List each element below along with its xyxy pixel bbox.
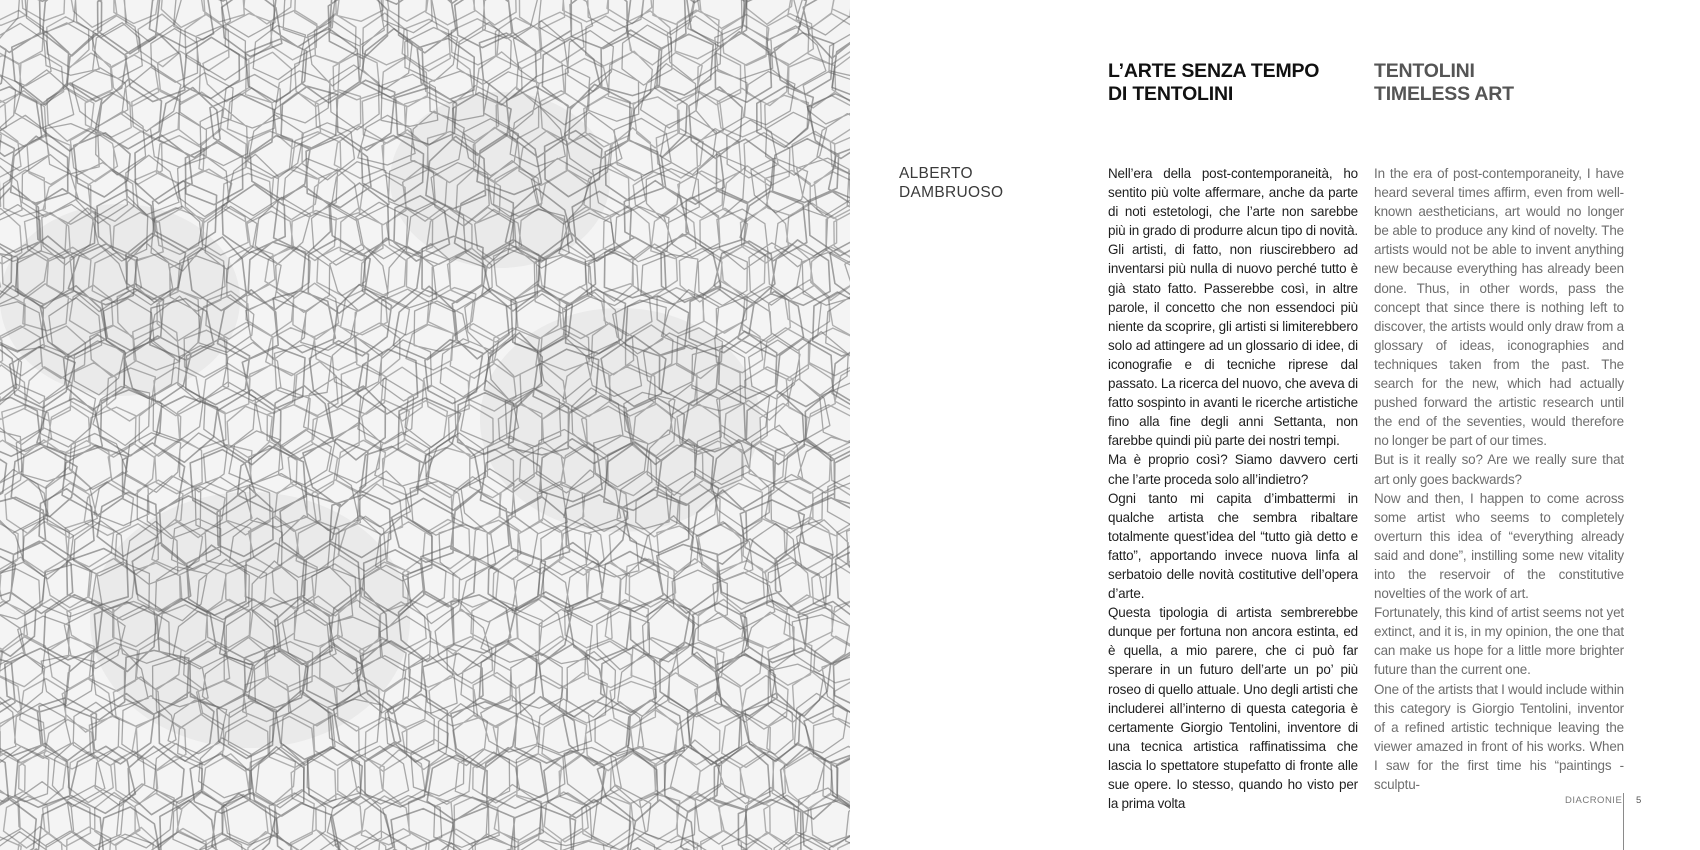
footer-divider	[1623, 793, 1624, 850]
english-title-line-2: TIMELESS ART	[1374, 82, 1514, 105]
author-first-name: ALBERTO	[899, 165, 973, 182]
italian-title-line-2: DI TENTOLINI	[1108, 82, 1234, 105]
italian-paragraph: Ma è proprio così? Siamo davvero certi che l’arte proceda solo all’indietro?	[1108, 452, 1358, 487]
italian-text-column	[1108, 164, 1358, 813]
english-text-column	[1374, 164, 1624, 794]
author-last-name: DAMBRUOSO	[899, 184, 1004, 201]
english-paragraph: Now and then, I happen to come across some artist who seems to completely overturn this idea of “everything already said and done”, instilling some new vitality into the reservoir of the constitutive novelties of the work of art.	[1374, 490, 1624, 602]
publication-name: DIACRONIE	[1565, 795, 1623, 806]
page-number: 5	[1636, 795, 1642, 806]
english-paragraph: Fortunately, this kind of artist seems not yet extinct, and it is, in my opinion, the one that can make us hope for a little more brighter future than the current one.	[1374, 605, 1624, 678]
italian-paragraph: Questa tipologia di artista sembrerebbe dunque per fortuna non ancora estinta, ed è quella, a mio parere, che ci può far sperare in un futuro dell’arte un po’ più roseo di quello attuale. Uno degli artisti che includerei all’interno di questa categoria è certamente Giorgio Tentolini, inventore di una tecnica artistica raffinatissima che lascia lo spettatore stupefatto di fronte alle sue opere. Io stesso, quando ho visto per la prima volta	[1108, 605, 1358, 812]
italian-title	[1108, 60, 1368, 105]
english-paragraph: One of the artists that I would include within this category is Giorgio Tentolini, inventor of a refined artistic technique leaving the viewer amazed in front of his works. When I saw for the first time his “paintings - sculptu-	[1374, 681, 1624, 792]
italian-title-line-1: L’ARTE SENZA TEMPO	[1108, 60, 1320, 82]
author-name	[899, 164, 1049, 202]
english-paragraph: But is it really so? Are we really sure that art only goes backwards?	[1374, 452, 1624, 487]
english-title-line-1: TENTOLINI	[1374, 60, 1475, 82]
italian-paragraph: Nell’era della post-contemporaneità, ho sentito più volte affermare, anche da parte di noti estetologi, che l’arte non sarebbe più in grado di produrre alcun tipo di novità. Gli artisti, di fatto, non riuscirebbero ad inventarsi più nulla di nuovo perché tutto è già stato fatto. Passerebbe così, in altre parole, il concetto che non essendoci più niente da scoprire, gli artisti si limiterebbero solo ad attingere ad un glossario di idee, di iconografie e di tecniche riprese dal passato. La ricerca del nuovo, che aveva di fatto sospinto in avanti le ricerche artistiche fino alla fine degli anni Settanta, non farebbe quindi più parte dei nostri tempi.	[1108, 166, 1358, 449]
english-paragraph: In the era of post-contemporaneity, I have heard several times affirm, even from well-known aestheticians, art would no longer be able to produce any kind of novelty. The artists would not be able to invent anything new because everything has already been done. Thus, in other words, pass the concept that since there is nothing left to discover, the artists would only draw from a glossary of ideas, iconographies and techniques taken from the past. The search for the new, which had actually pushed forward the artistic research until the end of the seventies, would therefore no longer be part of our times.	[1374, 166, 1624, 449]
italian-paragraph: Ogni tanto mi capita d’imbattermi in qualche artista che sembra ribaltare totalmente quest’idea del “tutto già detto e fatto”, apportando invece nuova linfa al serbatoio delle novità costitutive dell’opera d’arte.	[1108, 490, 1358, 602]
english-title	[1374, 60, 1634, 105]
